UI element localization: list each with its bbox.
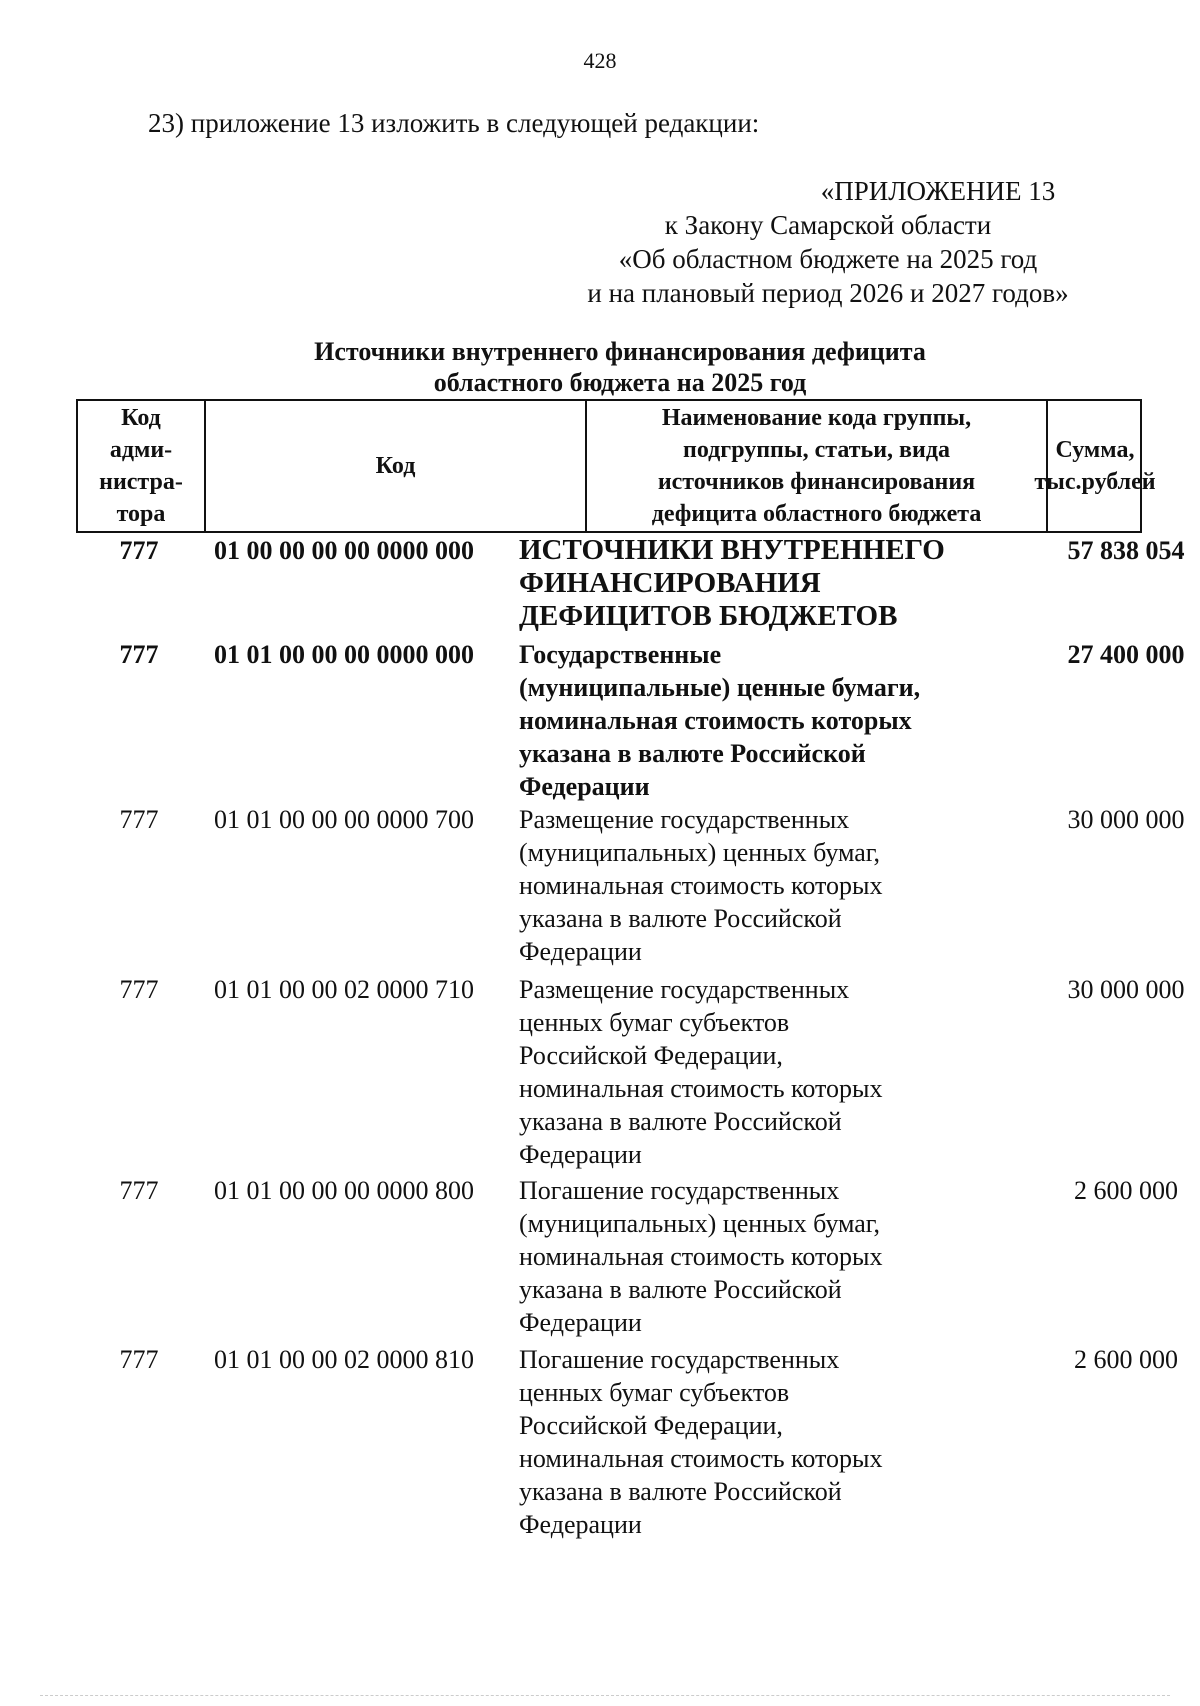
header-text: подгруппы, статьи, вида [683,437,950,463]
row-code: 01 00 00 00 00 0000 000 [214,536,474,565]
row-name [519,973,969,1171]
row-name-line: Российской Федерации, [519,1041,783,1070]
row-sum: 30 000 000 [1067,805,1185,834]
row-name-line: Размещение государственных [519,975,850,1004]
row-name-line: ИСТОЧНИКИ ВНУТРЕННЕГО [519,534,945,566]
row-name-line: Погашение государственных [519,1176,840,1205]
row-name-line: ценных бумаг субъектов [519,1008,790,1037]
header-text: адми- [109,437,173,463]
row-name-line: номинальная стоимость которых [519,1242,883,1271]
row-name-line: Государственные [519,640,722,669]
row-name-line: номинальная стоимость которых [519,706,912,735]
header-sum [1034,401,1156,531]
amendment-intro: 23) приложение 13 изложить в следующей редакции: [148,108,760,138]
row-name-line: Федерации [519,1140,642,1169]
row-name-line: ценных бумаг субъектов [519,1378,790,1407]
row-admin-code: 777 [119,1176,159,1205]
row-code: 01 01 00 00 00 0000 700 [214,805,474,834]
row-name-line: номинальная стоимость которых [519,871,883,900]
row-admin-code: 777 [119,805,159,834]
row-name-line: указана в валюте Российской [519,904,842,933]
row-admin-code: 777 [119,975,159,1004]
row-sum: 30 000 000 [1067,975,1185,1004]
row-name-line: указана в валюте Российской [519,1275,842,1304]
header-text: источников финансирования [657,469,976,495]
row-code: 01 01 00 00 00 0000 000 [214,640,474,669]
row-name-line: Федерации [519,772,650,801]
row-code: 01 01 00 00 02 0000 810 [214,1345,474,1374]
row-name [519,803,969,968]
row-name-line: Федерации [519,1308,642,1337]
appendix-heading [528,174,1128,310]
header-text: тыс.рублей [1034,469,1156,495]
header-text: тора [116,501,166,527]
row-name [519,1174,969,1339]
header-admin-code [78,401,204,531]
table-header [76,399,1156,533]
row-name-line: Погашение государственных [519,1345,840,1374]
appendix-line: и на плановый период 2026 и 2027 годов» [587,278,1069,308]
header-text: Код [375,453,416,479]
row-name-line: номинальная стоимость которых [519,1074,883,1103]
row-name-line: ФИНАНСИРОВАНИЯ [519,567,821,599]
row-name-line: (муниципальных) ценных бумаг, [519,838,881,867]
row-admin-code: 777 [119,1345,159,1374]
row-name [519,534,969,633]
row-sum: 2 600 000 [1074,1345,1178,1374]
row-name-line: Размещение государственных [519,805,850,834]
header-text: Наименование кода группы, [661,405,972,431]
appendix-title: «ПРИЛОЖЕНИЕ 13 [820,176,1056,206]
row-name-line: указана в валюте Российской [519,1477,842,1506]
header-text: Сумма, [1055,437,1135,463]
row-name-line: Федерации [519,1510,642,1539]
row-name-line: (муниципальные) ценные бумаги, [519,673,921,702]
header-name [585,401,1046,531]
appendix-line: к Закону Самарской области [664,210,992,240]
row-name-line: Российской Федерации, [519,1411,783,1440]
header-code [204,401,585,531]
row-name [519,1343,969,1541]
row-name-line: указана в валюте Российской [519,1107,842,1136]
table-title-line: Источники внутреннего финансирования дефицита [314,337,926,366]
header-text: дефицита областного бюджета [651,501,982,527]
row-name-line: номинальная стоимость которых [519,1444,883,1473]
row-name-line: (муниципальных) ценных бумаг, [519,1209,881,1238]
scan-edge-divider [40,1695,1170,1696]
header-text: нистра- [99,469,183,495]
page-number: 428 [583,48,617,73]
table-title-line: областного бюджета на 2025 год [433,368,807,397]
appendix-line: «Об областном бюджете на 2025 год [618,244,1038,274]
row-sum: 2 600 000 [1074,1176,1178,1205]
row-name-line: указана в валюте Российской [519,739,866,768]
table-title [180,336,1060,398]
row-name-line: ДЕФИЦИТОВ БЮДЖЕТОВ [519,600,898,632]
row-code: 01 01 00 00 00 0000 800 [214,1176,474,1205]
row-name [519,638,969,803]
row-sum: 57 838 054 [1067,536,1185,565]
row-name-line: Федерации [519,937,642,966]
row-admin-code: 777 [119,640,159,669]
row-code: 01 01 00 00 02 0000 710 [214,975,474,1004]
row-sum: 27 400 000 [1067,640,1185,669]
header-text: Код [121,405,161,431]
row-admin-code: 777 [119,536,159,565]
